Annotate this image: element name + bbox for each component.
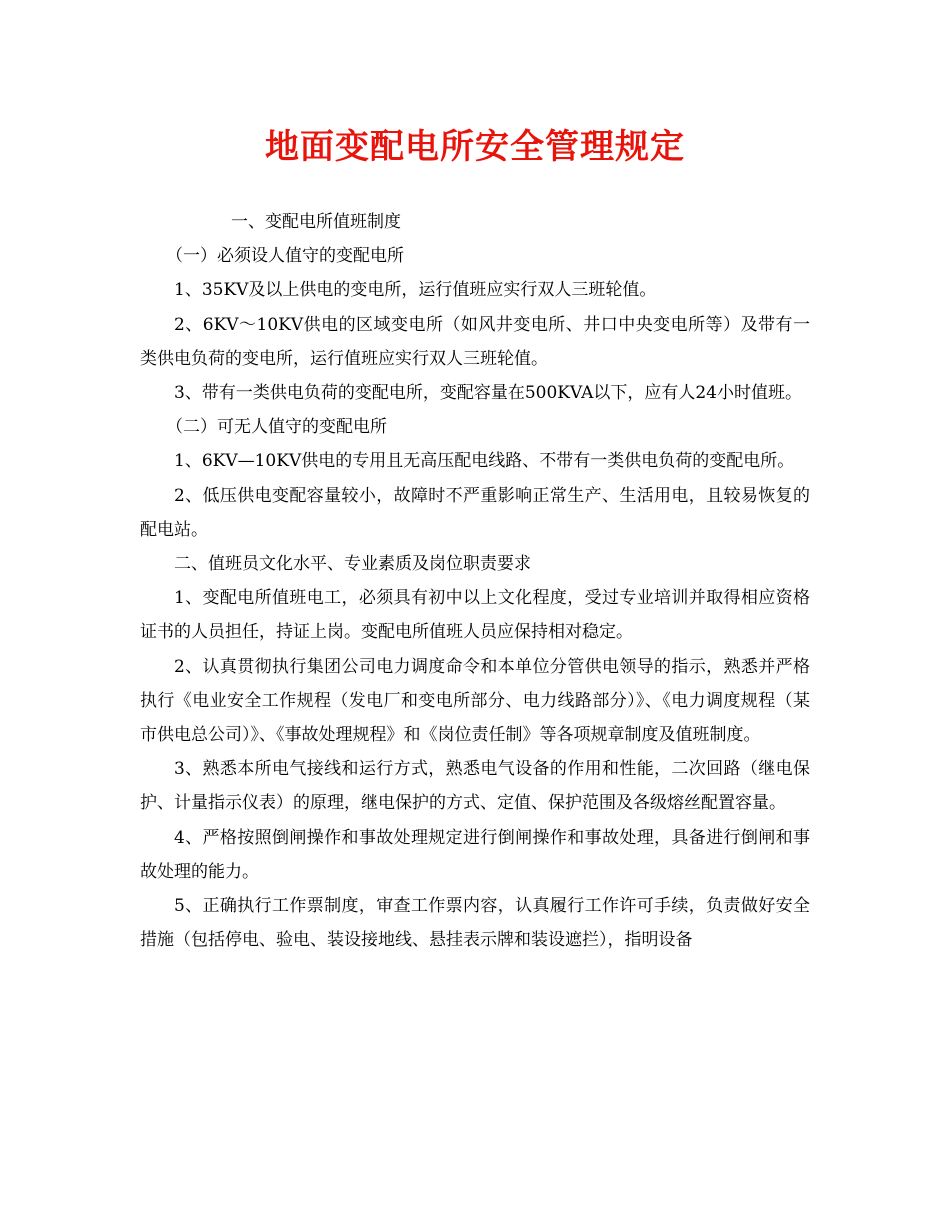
subsection-heading-1: （一）必须设人值守的变配电所	[166, 246, 404, 267]
subsection-heading-2: （二）可无人值守的变配电所	[166, 417, 387, 438]
paragraph: 2、认真贯彻执行集团公司电力调度命令和本单位分管供电领导的指示，熟悉并严格执行《电业安全工作规程（发电厂和变电所部分、电力线路部分）》、《电力调度规程（某市供电总公司）》、《事故处理规程》和《岗位责任制》等各项规章制度及值班制度。	[140, 656, 810, 746]
section-heading-1: 一、变配电所值班制度	[231, 212, 401, 232]
section-heading-2: 二、值班员文化水平、专业素质及岗位职责要求	[174, 554, 531, 575]
document-title: 地面变配电所安全管理规定	[265, 127, 685, 167]
paragraph: 1、变配电所值班电工，必须具有初中以上文化程度，受过专业培训并取得相应资格证书的人员担任，持证上岗。变配电所值班人员应保持相对稳定。	[140, 588, 810, 643]
paragraph: 1、6KV—10KV供电的专用且无高压配电线路、不带有一类供电负荷的变配电所。	[174, 451, 795, 472]
paragraph: 5、正确执行工作票制度，审查工作票内容，认真履行工作许可手续，负责做好安全措施（包括停电、验电、装设接地线、悬挂表示牌和装设遮拦），指明设备	[140, 896, 810, 951]
paragraph: 1、35KV及以上供电的变电所，运行值班应实行双人三班轮值。	[174, 280, 657, 301]
paragraph: 2、低压供电变配容量较小，故障时不严重影响正常生产、生活用电，且较易恢复的配电站。	[140, 485, 810, 540]
paragraph: 4、严格按照倒闸操作和事故处理规定进行倒闸操作和事故处理，具备进行倒闸和事故处理的能力。	[140, 827, 810, 882]
paragraph: 3、带有一类供电负荷的变配电所，变配容量在500KVA以下，应有人24小时值班。	[174, 383, 802, 404]
document-body	[140, 205, 810, 957]
paragraph: 2、6KV～10KV供电的区域变电所（如风井变电所、井口中央变电所等）及带有一类供电负荷的变电所，运行值班应实行双人三班轮值。	[140, 314, 810, 369]
paragraph: 3、熟悉本所电气接线和运行方式，熟悉电气设备的作用和性能，二次回路（继电保护、计量指示仪表）的原理，继电保护的方式、定值、保护范围及各级熔丝配置容量。	[140, 759, 810, 814]
